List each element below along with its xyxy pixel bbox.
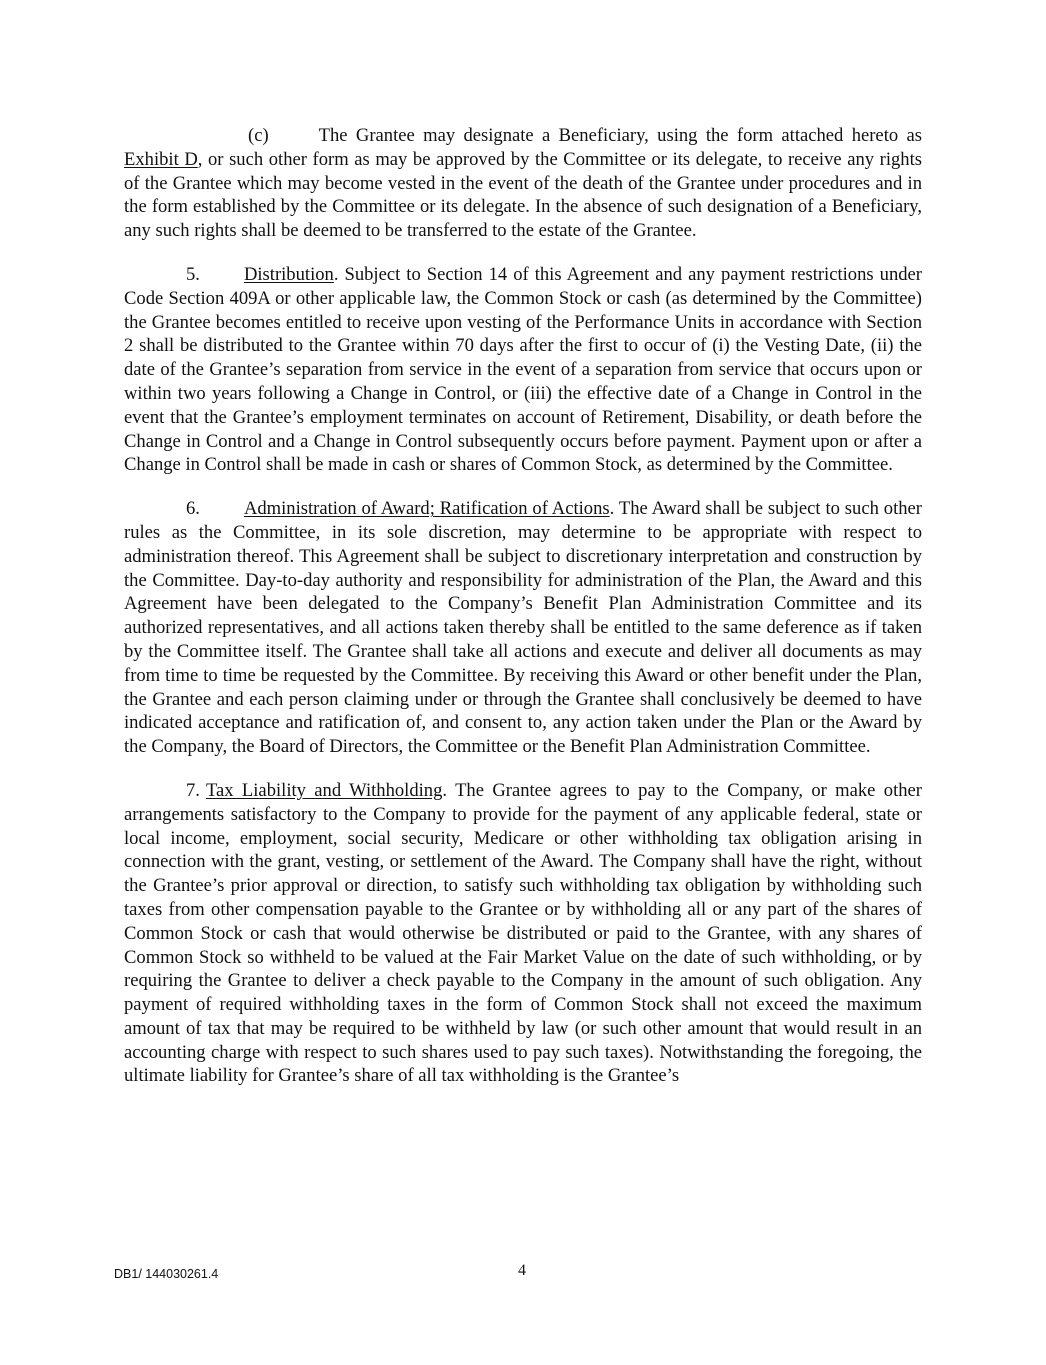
document-page: [124, 124, 922, 1108]
exhibit-d-reference: Exhibit D: [124, 148, 198, 170]
section-5-number: 5.: [186, 263, 200, 285]
section-7: [124, 779, 922, 1088]
section-5: [124, 263, 922, 477]
section-7-heading: Tax Liability and Withholding: [205, 779, 443, 801]
paragraph-c-lead: The Grantee may designate a Beneficiary, using the form attached hereto as: [318, 125, 922, 146]
section-6: [124, 497, 922, 759]
section-6-body: . The Award shall be subject to such other rules as the Committee, in its sole discretion, may determine to be appropriate with respect to administration thereof. This Agreement shall be subject to discretionary interpretation and construction by the Committee. Day-to-day authority and responsibility for administration of the Plan, the Award and this Agreement have been delegated to the Company’s Benefit Plan Administration Committee and its authorized representatives, and all actions taken thereby shall be entitled to the same deference as if taken by the Committee itself. The Grantee shall take all actions and execute and deliver all documents as may from time to time be requested by the Committee. By receiving this Award or other benefit under the Plan, the Grantee and each person claiming under or through the Grantee shall conclusively be deemed to have indicated acceptance and ratification of, and consent to, any action taken under the Plan or the Award by the Company, the Board of Directors, the Committee or the Benefit Plan Administration Committee.: [124, 498, 922, 758]
section-5-heading: Distribution: [243, 263, 334, 285]
document-id: DB1/ 144030261.4: [114, 1267, 219, 1281]
section-5-body: . Subject to Section 14 of this Agreement and any payment restrictions under Code Section 409A or other applicable law, the Common Stock or cash (as determined by the Committee) the Grantee becomes entitled to receive upon vesting of the Performance Units in accordance with Section 2 shall be distributed to the Grantee within 70 days after the first to occur of (i) the Vesting Date, (ii) the date of the Grantee’s separation from service in the event of a separation from service that occurs upon or within two years following a Change in Control, or (iii) the effective date of a Change in Control in the event that the Grantee’s employment terminates on account of Retirement, Disability, or death before the Change in Control and a Change in Control subsequently occurs before payment. Payment upon or after a Change in Control shall be made in cash or shares of Common Stock, as determined by the Committee.: [124, 263, 922, 476]
section-6-heading: Administration of Award; Ratification of Actions: [243, 498, 610, 520]
section-7-number: 7.: [186, 779, 200, 801]
paragraph-c: [124, 124, 922, 243]
paragraph-c-body: , or such other form as may be approved by the Committee or its delegate, to receive any rights of the Grantee which may become vested in the event of the death of the Grantee under procedures and in the form established by the Committee or its delegate. In the absence of such designation of a Beneficiary, any such rights shall be deemed to be transferred to the estate of the Grantee.: [124, 148, 922, 242]
section-6-number: 6.: [186, 498, 200, 520]
section-7-body: . The Grantee agrees to pay to the Company, or make other arrangements satisfactory to the Company to provide for the payment of any applicable federal, state or local income, employment, social security, Medicare or other withholding tax obligation arising in connection with the grant, vesting, or settlement of the Award. The Company shall have the right, without the Grantee’s prior approval or direction, to satisfy such withholding tax obligation by withholding such taxes from other compensation payable to the Grantee or by withholding all or any part of the shares of Common Stock or cash that would otherwise be distributed or paid to the Grantee, with any shares of Common Stock so withheld to be valued at the Fair Market Value on the date of such withholding, or by requiring the Grantee to deliver a check payable to the Company in the amount of such obligation. Any payment of required withholding taxes in the form of Common Stock shall not exceed the maximum amount of tax that may be required to be withheld by law (or such other amount that would result in an accounting charge with respect to such shares used to pay such taxes). Notwithstanding the foregoing, the ultimate liability for Grantee’s share of all tax withholding is the Grantee’s: [124, 779, 922, 1087]
paragraph-c-marker: (c): [248, 125, 269, 146]
page-number: 4: [518, 1262, 526, 1279]
